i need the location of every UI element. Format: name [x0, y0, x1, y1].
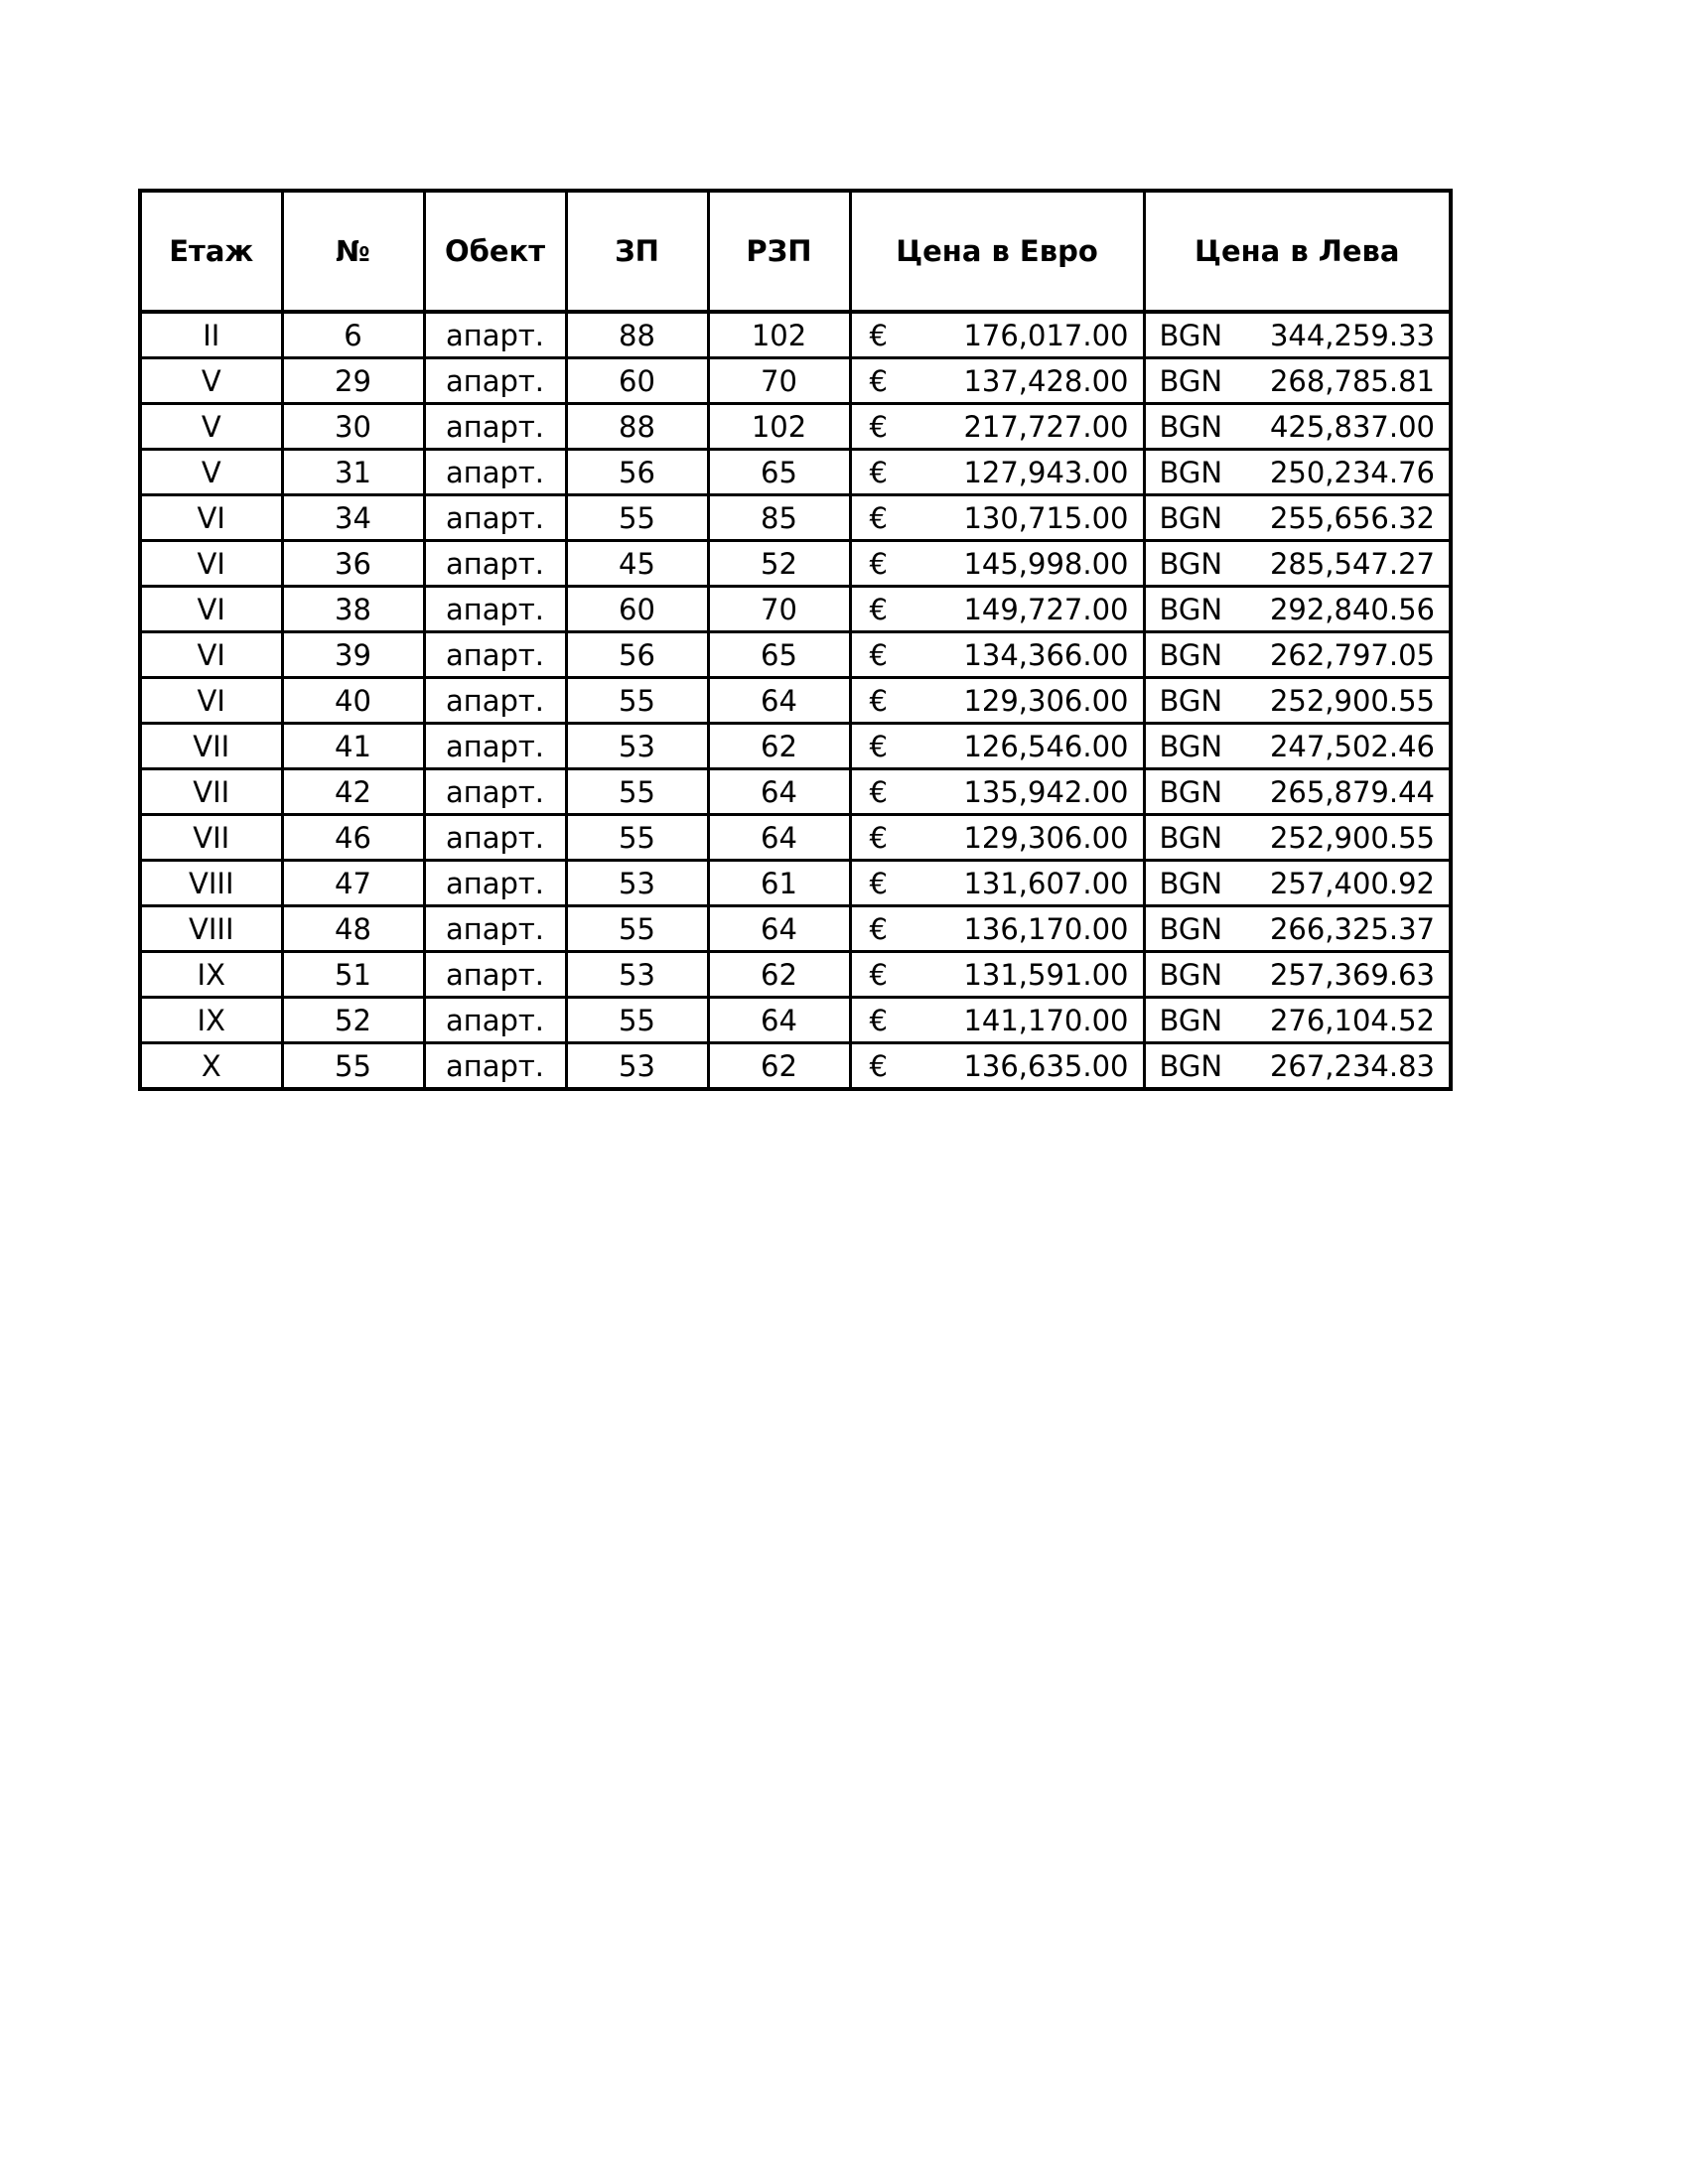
header-rzp: РЗП: [708, 191, 850, 312]
object-cell: апарт.: [424, 632, 566, 678]
table-row: [140, 724, 1451, 769]
bgn-code: BGN: [1159, 1048, 1223, 1083]
bgn-code: BGN: [1159, 774, 1223, 809]
number-cell: 39: [282, 632, 424, 678]
bgn-code: BGN: [1159, 957, 1223, 992]
price-bgn-cell: [1144, 312, 1451, 358]
rzp-cell: 102: [708, 404, 850, 450]
object-cell: апарт.: [424, 587, 566, 632]
price-eur-cell: [850, 1043, 1144, 1090]
table-row: [140, 541, 1451, 587]
price-bgn-cell: [1144, 724, 1451, 769]
rzp-cell: 62: [708, 952, 850, 998]
zp-cell: 60: [566, 587, 708, 632]
rzp-cell: 102: [708, 312, 850, 358]
bgn-code: BGN: [1159, 820, 1223, 855]
zp-cell: 55: [566, 769, 708, 815]
zp-cell: 56: [566, 632, 708, 678]
floor-cell: V: [140, 450, 282, 495]
floor-cell: VIII: [140, 906, 282, 952]
table-row: [140, 906, 1451, 952]
price-bgn-cell: [1144, 587, 1451, 632]
euro-symbol: €: [869, 1048, 888, 1083]
price-bgn-cell: [1144, 815, 1451, 861]
price-bgn-cell: [1144, 906, 1451, 952]
number-cell: 52: [282, 998, 424, 1043]
floor-cell: X: [140, 1043, 282, 1090]
floor-cell: VI: [140, 495, 282, 541]
price-eur-cell: [850, 906, 1144, 952]
price-bgn-value: 276,104.52: [1269, 1003, 1435, 1037]
table-row: [140, 632, 1451, 678]
zp-cell: 56: [566, 450, 708, 495]
price-bgn-cell: [1144, 769, 1451, 815]
price-bgn-cell: [1144, 952, 1451, 998]
zp-cell: 53: [566, 1043, 708, 1090]
table-row: [140, 952, 1451, 998]
price-eur-value: 131,591.00: [963, 957, 1129, 992]
number-cell: 41: [282, 724, 424, 769]
zp-cell: 55: [566, 906, 708, 952]
object-cell: апарт.: [424, 815, 566, 861]
euro-symbol: €: [869, 500, 888, 535]
bgn-code: BGN: [1159, 1003, 1223, 1037]
price-bgn-cell: [1144, 541, 1451, 587]
zp-cell: 53: [566, 724, 708, 769]
price-bgn-value: 255,656.32: [1269, 500, 1435, 535]
bgn-code: BGN: [1159, 318, 1223, 352]
header-floor: Етаж: [140, 191, 282, 312]
price-eur-value: 136,170.00: [963, 911, 1129, 946]
price-eur-value: 130,715.00: [963, 500, 1129, 535]
bgn-code: BGN: [1159, 592, 1223, 626]
object-cell: апарт.: [424, 495, 566, 541]
price-eur-cell: [850, 952, 1144, 998]
price-bgn-value: 425,837.00: [1269, 409, 1435, 444]
price-eur-value: 217,727.00: [963, 409, 1129, 444]
price-table: [138, 189, 1453, 1091]
floor-cell: II: [140, 312, 282, 358]
rzp-cell: 65: [708, 450, 850, 495]
floor-cell: VI: [140, 541, 282, 587]
price-eur-value: 137,428.00: [963, 363, 1129, 398]
euro-symbol: €: [869, 911, 888, 946]
price-bgn-cell: [1144, 358, 1451, 404]
price-eur-value: 131,607.00: [963, 866, 1129, 900]
object-cell: апарт.: [424, 769, 566, 815]
object-cell: апарт.: [424, 1043, 566, 1090]
price-bgn-value: 292,840.56: [1269, 592, 1435, 626]
price-bgn-cell: [1144, 495, 1451, 541]
number-cell: 36: [282, 541, 424, 587]
table-row: [140, 1043, 1451, 1090]
price-eur-cell: [850, 495, 1144, 541]
bgn-code: BGN: [1159, 363, 1223, 398]
price-eur-cell: [850, 404, 1144, 450]
table-row: [140, 312, 1451, 358]
price-eur-value: 127,943.00: [963, 455, 1129, 489]
rzp-cell: 70: [708, 587, 850, 632]
euro-symbol: €: [869, 592, 888, 626]
rzp-cell: 62: [708, 1043, 850, 1090]
floor-cell: IX: [140, 998, 282, 1043]
price-eur-value: 176,017.00: [963, 318, 1129, 352]
price-bgn-value: 266,325.37: [1269, 911, 1435, 946]
table-row: [140, 861, 1451, 906]
price-bgn-value: 344,259.33: [1269, 318, 1435, 352]
zp-cell: 55: [566, 998, 708, 1043]
table-row: [140, 998, 1451, 1043]
object-cell: апарт.: [424, 952, 566, 998]
number-cell: 34: [282, 495, 424, 541]
object-cell: апарт.: [424, 998, 566, 1043]
bgn-code: BGN: [1159, 637, 1223, 672]
number-cell: 42: [282, 769, 424, 815]
rzp-cell: 64: [708, 906, 850, 952]
price-bgn-cell: [1144, 450, 1451, 495]
price-bgn-value: 262,797.05: [1269, 637, 1435, 672]
table-row: [140, 815, 1451, 861]
rzp-cell: 85: [708, 495, 850, 541]
floor-cell: IX: [140, 952, 282, 998]
table-row: [140, 495, 1451, 541]
price-eur-cell: [850, 861, 1144, 906]
header-object: Обект: [424, 191, 566, 312]
price-eur-cell: [850, 815, 1144, 861]
price-bgn-value: 257,369.63: [1269, 957, 1435, 992]
euro-symbol: €: [869, 455, 888, 489]
price-bgn-value: 285,547.27: [1269, 546, 1435, 581]
price-bgn-value: 252,900.55: [1269, 820, 1435, 855]
bgn-code: BGN: [1159, 866, 1223, 900]
floor-cell: VI: [140, 678, 282, 724]
floor-cell: VI: [140, 587, 282, 632]
price-eur-value: 135,942.00: [963, 774, 1129, 809]
price-bgn-value: 267,234.83: [1269, 1048, 1435, 1083]
price-eur-value: 145,998.00: [963, 546, 1129, 581]
floor-cell: VIII: [140, 861, 282, 906]
rzp-cell: 52: [708, 541, 850, 587]
bgn-code: BGN: [1159, 546, 1223, 581]
euro-symbol: €: [869, 957, 888, 992]
zp-cell: 55: [566, 678, 708, 724]
object-cell: апарт.: [424, 358, 566, 404]
price-eur-cell: [850, 678, 1144, 724]
zp-cell: 88: [566, 404, 708, 450]
bgn-code: BGN: [1159, 729, 1223, 763]
floor-cell: V: [140, 358, 282, 404]
euro-symbol: €: [869, 637, 888, 672]
price-eur-cell: [850, 632, 1144, 678]
number-cell: 51: [282, 952, 424, 998]
rzp-cell: 61: [708, 861, 850, 906]
price-eur-cell: [850, 998, 1144, 1043]
object-cell: апарт.: [424, 861, 566, 906]
object-cell: апарт.: [424, 678, 566, 724]
table-row: [140, 587, 1451, 632]
price-bgn-cell: [1144, 861, 1451, 906]
number-cell: 29: [282, 358, 424, 404]
rzp-cell: 62: [708, 724, 850, 769]
price-eur-cell: [850, 450, 1144, 495]
euro-symbol: €: [869, 1003, 888, 1037]
euro-symbol: €: [869, 820, 888, 855]
zp-cell: 55: [566, 815, 708, 861]
bgn-code: BGN: [1159, 409, 1223, 444]
price-bgn-cell: [1144, 998, 1451, 1043]
price-eur-value: 134,366.00: [963, 637, 1129, 672]
table-body: [140, 312, 1451, 1089]
euro-symbol: €: [869, 363, 888, 398]
floor-cell: VII: [140, 815, 282, 861]
bgn-code: BGN: [1159, 500, 1223, 535]
euro-symbol: €: [869, 409, 888, 444]
floor-cell: VII: [140, 724, 282, 769]
price-eur-cell: [850, 312, 1144, 358]
table-row: [140, 678, 1451, 724]
price-bgn-value: 247,502.46: [1269, 729, 1435, 763]
price-bgn-cell: [1144, 678, 1451, 724]
number-cell: 38: [282, 587, 424, 632]
header-row: [140, 191, 1451, 312]
rzp-cell: 64: [708, 769, 850, 815]
price-eur-value: 126,546.00: [963, 729, 1129, 763]
euro-symbol: €: [869, 318, 888, 352]
zp-cell: 53: [566, 861, 708, 906]
number-cell: 30: [282, 404, 424, 450]
object-cell: апарт.: [424, 312, 566, 358]
header-price-bgn: Цена в Лева: [1144, 191, 1451, 312]
price-bgn-value: 252,900.55: [1269, 683, 1435, 718]
price-bgn-cell: [1144, 404, 1451, 450]
table-row: [140, 450, 1451, 495]
price-bgn-cell: [1144, 632, 1451, 678]
price-eur-value: 149,727.00: [963, 592, 1129, 626]
zp-cell: 88: [566, 312, 708, 358]
number-cell: 6: [282, 312, 424, 358]
number-cell: 40: [282, 678, 424, 724]
euro-symbol: €: [869, 683, 888, 718]
euro-symbol: €: [869, 774, 888, 809]
price-eur-cell: [850, 541, 1144, 587]
rzp-cell: 65: [708, 632, 850, 678]
euro-symbol: €: [869, 729, 888, 763]
euro-symbol: €: [869, 546, 888, 581]
price-eur-value: 141,170.00: [963, 1003, 1129, 1037]
object-cell: апарт.: [424, 906, 566, 952]
price-eur-cell: [850, 769, 1144, 815]
price-eur-cell: [850, 358, 1144, 404]
price-eur-cell: [850, 724, 1144, 769]
number-cell: 55: [282, 1043, 424, 1090]
rzp-cell: 70: [708, 358, 850, 404]
price-bgn-cell: [1144, 1043, 1451, 1090]
price-bgn-value: 268,785.81: [1269, 363, 1435, 398]
object-cell: апарт.: [424, 541, 566, 587]
zp-cell: 55: [566, 495, 708, 541]
price-eur-value: 129,306.00: [963, 683, 1129, 718]
header-number: №: [282, 191, 424, 312]
price-bgn-value: 257,400.92: [1269, 866, 1435, 900]
price-eur-value: 129,306.00: [963, 820, 1129, 855]
rzp-cell: 64: [708, 998, 850, 1043]
zp-cell: 45: [566, 541, 708, 587]
price-eur-cell: [850, 587, 1144, 632]
price-eur-value: 136,635.00: [963, 1048, 1129, 1083]
floor-cell: VI: [140, 632, 282, 678]
number-cell: 46: [282, 815, 424, 861]
bgn-code: BGN: [1159, 455, 1223, 489]
rzp-cell: 64: [708, 678, 850, 724]
number-cell: 48: [282, 906, 424, 952]
floor-cell: V: [140, 404, 282, 450]
price-bgn-value: 250,234.76: [1269, 455, 1435, 489]
number-cell: 47: [282, 861, 424, 906]
header-zp: ЗП: [566, 191, 708, 312]
price-bgn-value: 265,879.44: [1269, 774, 1435, 809]
number-cell: 31: [282, 450, 424, 495]
zp-cell: 60: [566, 358, 708, 404]
bgn-code: BGN: [1159, 683, 1223, 718]
object-cell: апарт.: [424, 724, 566, 769]
object-cell: апарт.: [424, 404, 566, 450]
bgn-code: BGN: [1159, 911, 1223, 946]
table-row: [140, 358, 1451, 404]
object-cell: апарт.: [424, 450, 566, 495]
header-price-eur: Цена в Евро: [850, 191, 1144, 312]
zp-cell: 53: [566, 952, 708, 998]
floor-cell: VII: [140, 769, 282, 815]
table-row: [140, 404, 1451, 450]
table-row: [140, 769, 1451, 815]
euro-symbol: €: [869, 866, 888, 900]
rzp-cell: 64: [708, 815, 850, 861]
